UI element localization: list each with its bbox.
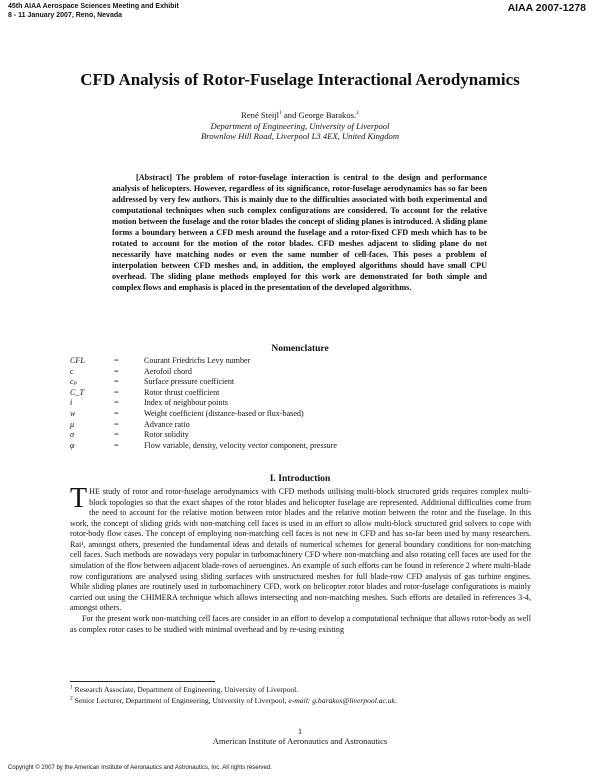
footnote-1 xyxy=(70,684,531,695)
introduction-paragraph-1 xyxy=(70,483,531,614)
nomenclature-equals: = xyxy=(114,430,119,440)
conference-header xyxy=(8,3,179,20)
footnote-2-mark: 2 xyxy=(70,695,73,702)
nomenclature-definition: Rotor thrust coefficient xyxy=(144,387,220,397)
affiliation-address: Brownlow Hill Road, Liverpool L3 4EX, United Kingdom xyxy=(200,131,400,142)
footnote-rule xyxy=(70,681,215,682)
nomenclature-equals: = xyxy=(114,377,119,387)
nomenclature-equals: = xyxy=(114,356,119,365)
introduction-heading: I. Introduction xyxy=(269,473,331,484)
nomenclature-definition: Index of neighbour points xyxy=(144,398,228,408)
nomenclature-definition: Weight coefficient (distance-based or flux-based) xyxy=(144,408,304,418)
introduction-body xyxy=(70,483,531,635)
nomenclature-row xyxy=(70,367,530,378)
nomenclature-row xyxy=(70,377,530,388)
nomenclature-row xyxy=(70,398,530,409)
introduction-paragraph-2: For the present work non-matching cell faces are consider in an effort to develop a computational technique that allows rotor-body as well as complex rotor cases to be studied with minimal overhead and by re-using existing xyxy=(70,613,531,634)
nomenclature-symbol: CFL xyxy=(70,356,85,365)
footnotes xyxy=(70,684,531,706)
author-names xyxy=(0,110,600,121)
nomenclature-list xyxy=(70,356,530,451)
conference-date-location: 8 - 11 January 2007, Reno, Nevada xyxy=(8,11,123,19)
nomenclature-equals: = xyxy=(114,440,119,450)
author-2: George Barakos. xyxy=(298,110,357,120)
author-block xyxy=(0,110,600,142)
nomenclature-symbol: C_T xyxy=(70,387,84,397)
footer-organization: American Institute of Aeronautics and Astronautics xyxy=(212,736,388,746)
nomenclature-heading: Nomenclature xyxy=(271,344,329,354)
footnote-2-email: e-mail: g.barakos@liverpool.ac.uk xyxy=(288,696,395,705)
nomenclature-definition: Advance ratio xyxy=(144,419,190,429)
nomenclature-definition: Aerofoil chord xyxy=(144,366,192,376)
conference-name: 45th AIAA Aerospace Sciences Meeting and Exhibit xyxy=(8,3,179,10)
nomenclature-row xyxy=(70,430,530,441)
abstract xyxy=(112,172,487,294)
nomenclature-definition: Courant Friedrichs Levy number xyxy=(144,356,251,365)
nomenclature-symbol: i xyxy=(70,398,73,408)
author-1-footnote-mark: 1 xyxy=(279,110,282,117)
nomenclature-row xyxy=(70,420,530,431)
drop-cap: T xyxy=(70,483,88,514)
nomenclature-equals: = xyxy=(114,398,119,408)
nomenclature-definition: Surface pressure coefficient xyxy=(144,377,235,387)
nomenclature-row xyxy=(70,409,530,420)
nomenclature-row xyxy=(70,356,530,367)
footnote-2-text: Senior Lecturer, Department of Engineering, University of Liverpool, xyxy=(74,696,287,705)
nomenclature-row xyxy=(70,441,530,452)
nomenclature-symbol: w xyxy=(70,408,76,418)
author-1: René Steijl xyxy=(241,110,280,120)
abstract-text: [Abstract] The problem of rotor-fuselage interaction is central to the design and performance analysis of helicopters. However, regardless of its significance, rotor-fuselage aerodynamics has so far been addressed by very few authors. This is mainly due to the difficulties associated with both experimental and computational techniques when such complex configurations are considered. To account for the relative motion between the fuselage and the rotor blades the concept of sliding planes is introduced. A sliding plane forms a boundary between a CFD mesh around the fuselage and a rotor-fixed CFD mesh which has to be rotated to account for the motion of the rotor blades. CFD meshes adjacent to sliding plane do not necessarily have matching nodes or even the same number of cell-faces. This poses a problem of interpolation between CFD meshes and, in addition, the employed algorithms should have small CPU overhead. The sliding plane methods employed for this work are demonstrated for both simple and complex flows and emphasis is placed in the presentation of the developed algorithms. xyxy=(112,173,487,293)
paper-id: AIAA 2007-1278 xyxy=(507,2,586,14)
nomenclature-equals: = xyxy=(114,408,119,418)
footnote-2-end: . xyxy=(394,696,397,705)
author-conjunction: and xyxy=(281,110,299,120)
introduction-paragraph-1-text: HE study of rotor and rotor-fuselage aerodynamics with CFD methods utilising multi-block structured grids requires complex multi-block topologies so that the exact shapes of the rotor blades and helicopter fuselage are represented. Additional difficulties come from the need to account for the relative motion between rotor blades and the relative motion between the rotor and the fuselage. In this work, the concept of sliding grids with non-matching cell faces is used in an effort to allow multi-block structured grid solvers to cope with rotor-body flow cases. The concept of employing non-matching cell faces is not new in CFD and has so-far been used by many researchers. Rai¹, amongst others, presented the fundamental ideas and details of numerical schemes for general boundary conditions for non-matching cell faces. Such methods are nowadays very popular in turbomachinery CFD where non-matching and also rotating cell faces are used for the simulation of the flow between adjacent blade-rows of aeroengines. An example of such efforts can be found in reference 2 where multi-blade row configurations are analysed using sliding surfaces with unstructured meshes for full blade-row CFD analysis of gas turbine engines. While sliding planes are routinely used in turbomachinery CFD, work on helicopter rotor blades and rotor-fuselage configurations is mainly carried out using the CHIMERA technique which allows intersecting and non-matching meshes. Such efforts are detailed in references 3-4, amongst others. xyxy=(70,487,531,613)
footnote-1-mark: 1 xyxy=(70,684,73,691)
nomenclature-symbol: σ xyxy=(70,430,74,440)
nomenclature-equals: = xyxy=(114,366,119,376)
affiliation-department: Department of Engineering, University of Liverpool xyxy=(210,120,390,131)
nomenclature-symbol: c xyxy=(70,366,74,376)
footnote-2 xyxy=(70,695,531,706)
author-2-footnote-mark: 2 xyxy=(356,110,359,117)
page-number: 1 xyxy=(297,726,303,736)
nomenclature-row xyxy=(70,388,530,399)
copyright-notice: Copyright © 2007 by the American Institute of Aeronautics and Astronautics, Inc. All rights reserved. xyxy=(8,765,272,771)
nomenclature-symbol: μ xyxy=(70,419,75,429)
nomenclature-equals: = xyxy=(114,387,119,397)
nomenclature-symbol: cₚ xyxy=(70,377,78,387)
footnote-1-text: Research Associate, Department of Engineering, University of Liverpool. xyxy=(74,685,299,694)
paper-title: CFD Analysis of Rotor-Fuselage Interactional Aerodynamics xyxy=(80,70,520,89)
nomenclature-equals: = xyxy=(114,419,119,429)
nomenclature-symbol: φ xyxy=(70,440,75,450)
nomenclature-definition: Rotor solidity xyxy=(144,430,189,440)
nomenclature-definition: Flow variable, density, velocity vector component, pressure xyxy=(144,440,337,450)
